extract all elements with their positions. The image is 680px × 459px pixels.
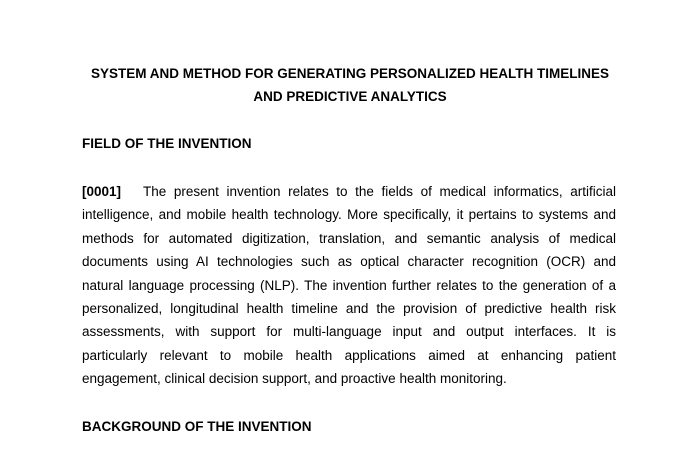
paragraph-0001 <box>82 180 616 391</box>
paragraph-line: documents using AI technologies such as optical character recognition (OCR) and <box>82 254 616 270</box>
section-heading-background: BACKGROUND OF THE INVENTION <box>82 419 312 434</box>
paragraph-line-text: The present invention relates to the fields of medical informatics, artificial <box>143 184 616 199</box>
paragraph-line: natural language processing (NLP). The invention further relates to the generation of a <box>82 277 616 293</box>
title-line: AND PREDICTIVE ANALYTICS <box>253 89 447 104</box>
paragraph-line: personalized, longitudinal health timeline and the provision of predictive health risk <box>82 301 616 317</box>
paragraph-line <box>82 180 616 203</box>
paragraph-line: particularly relevant to mobile health applications aimed at enhancing patient <box>82 347 616 363</box>
paragraph-line: methods for automated digitization, translation, and semantic analysis of medical <box>82 230 616 246</box>
section-heading-field: FIELD OF THE INVENTION <box>82 136 252 151</box>
paragraph-number: [0001] <box>82 184 122 199</box>
paragraph-line: assessments, with support for multi-language input and output interfaces. It is <box>82 324 616 340</box>
paragraph-line: engagement, clinical decision support, and proactive health monitoring. <box>82 371 507 387</box>
title-line: SYSTEM AND METHOD FOR GENERATING PERSONALIZED HEALTH TIMELINES <box>90 66 609 81</box>
paragraph-line: intelligence, and mobile health technology. More specifically, it pertains to systems and <box>82 207 616 223</box>
document-title <box>70 62 630 108</box>
